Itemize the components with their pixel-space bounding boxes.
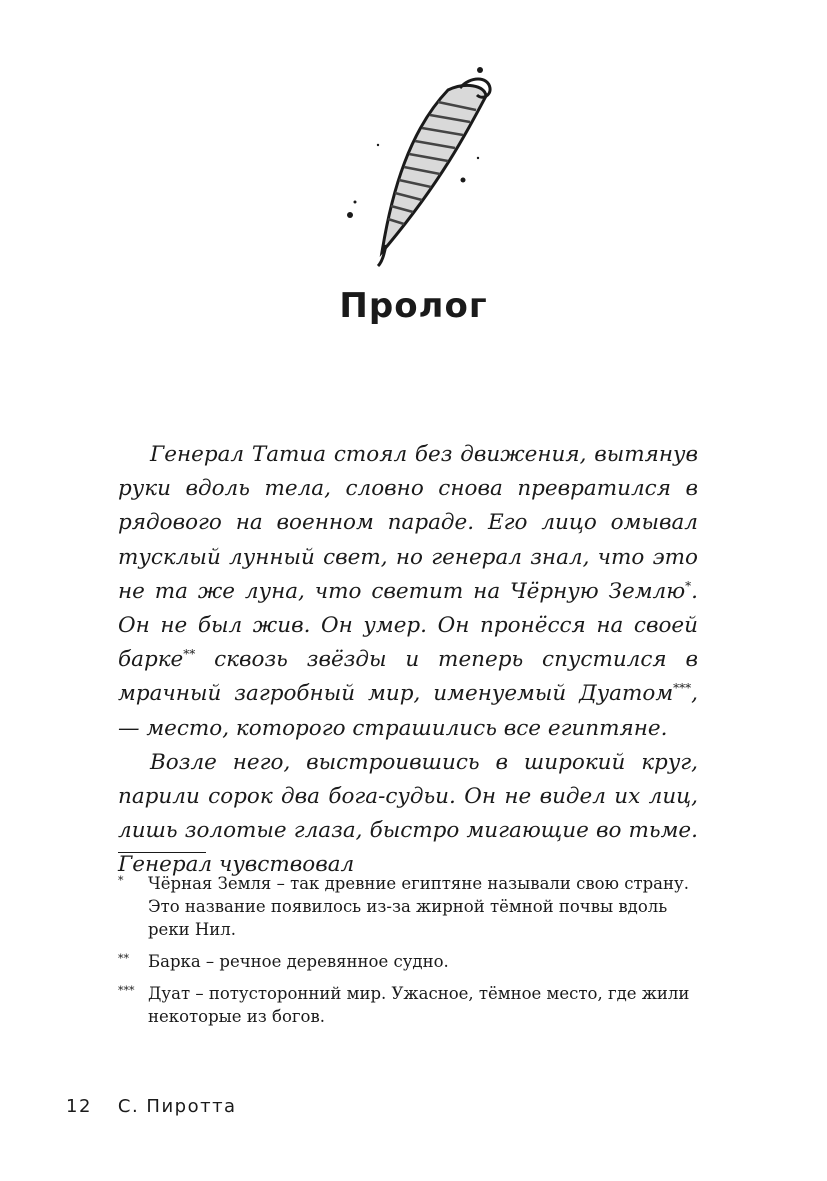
paragraph: Генерал Татиа стоял без движения, вытянув руки вдоль тела, словно снова превратился в рядового на военном параде. Его лицо омывал тусклый лунный свет, но генерал знал, что это не та же луна, что светит на Чёрную Землю*. Он не был жив. Он умер. Он пронёсся на своей барке** сквозь звёзды и теперь спустился в мрачный загробный мир, именуемый Дуатом***, — место, которого страшились все египтяне. <box>118 442 698 741</box>
main-text <box>118 438 698 883</box>
footnote-text: Барка – речное деревянное судно. <box>148 952 449 971</box>
chapter-title: Пролог <box>339 286 488 326</box>
page-footer <box>66 1096 237 1117</box>
footnote <box>118 982 698 1028</box>
footnote-text: Дуат – потусторонний мир. Ужасное, тёмное место, где жили некоторые из богов. <box>148 984 690 1026</box>
footnote-ref: * <box>685 578 692 593</box>
footnote <box>118 950 698 973</box>
footnote-ref: *** <box>673 681 692 696</box>
footnote <box>118 872 698 941</box>
paragraph: Возле него, выстроившись в широкий круг, парили сорок два бога-судьи. Он не видел их лиц, лишь золотые глаза, быстро мигающие во тьме. Генерал чувствовал <box>118 749 698 878</box>
author-name: С. Пиротта <box>117 1096 237 1117</box>
feather-quill-icon <box>330 40 500 280</box>
footnote-mark: * <box>118 874 124 887</box>
footnote-mark: *** <box>118 984 135 997</box>
footnote-mark: ** <box>118 952 129 965</box>
footnote-text: Чёрная Земля – так древние египтяне называли свою страну. Это название появилось из-за жирной тёмной почвы вдоль реки Нил. <box>148 874 689 939</box>
footnotes <box>118 872 698 1037</box>
footnote-ref: ** <box>183 647 196 662</box>
page-number: 12 <box>66 1096 92 1117</box>
footnote-divider <box>118 852 206 853</box>
